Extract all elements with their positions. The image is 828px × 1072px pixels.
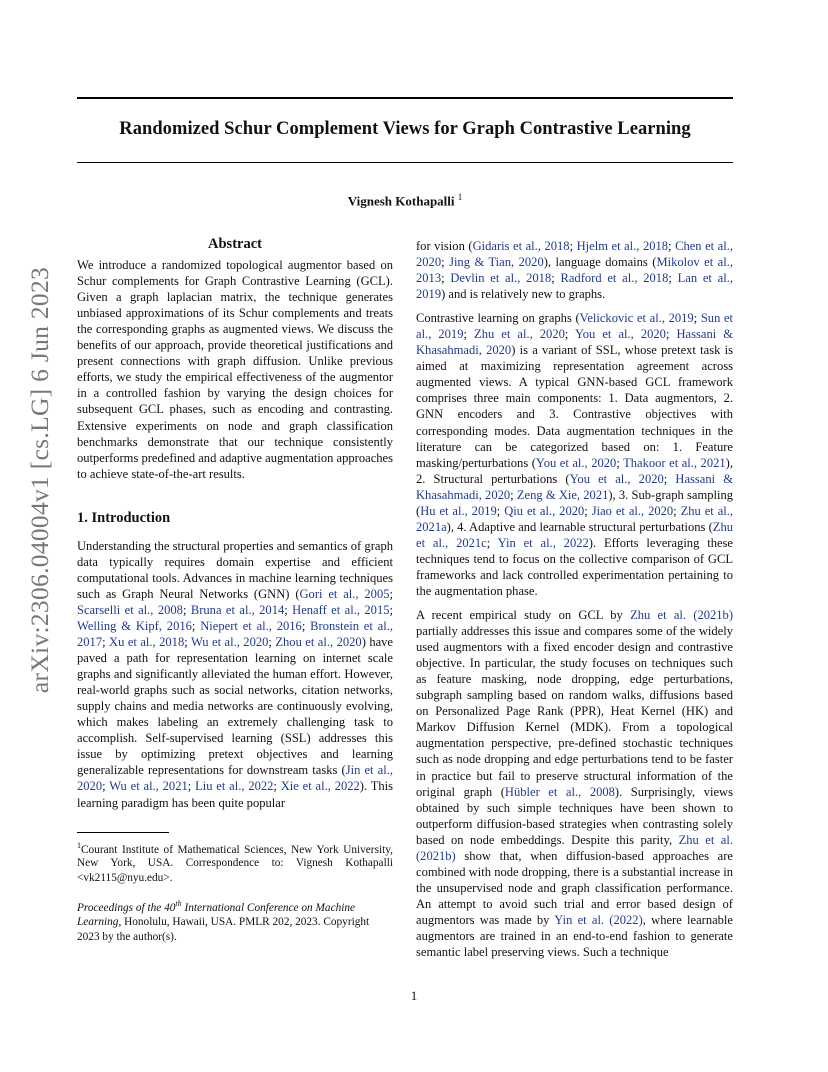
citation-link[interactable]: Chen et al., 2020	[416, 239, 734, 270]
paragraph-text: ;	[663, 471, 676, 486]
citation-link[interactable]: You et al., 2020	[569, 471, 664, 486]
author-affiliation-mark: 1	[457, 192, 463, 202]
proceedings-ordinal: th	[175, 899, 182, 909]
citation-link[interactable]: Velickovic et al., 2019	[579, 311, 694, 326]
citation-link[interactable]: Gidaris et al., 2018	[472, 239, 570, 253]
footnote-rule	[77, 832, 169, 833]
citation-link[interactable]: Scarselli et al., 2008	[77, 602, 183, 617]
proceedings-number: 40	[164, 902, 176, 915]
paragraph-text: ;	[187, 779, 196, 794]
citation-link[interactable]: Wu et al., 2020	[190, 635, 269, 650]
citation-link[interactable]: Bruna et al., 2014	[190, 602, 285, 617]
paragraph-text: ;	[693, 311, 701, 326]
paragraph-text: ). Surprisingly, views obtained by such simple techniques have been shown to outperform diffusion-based strategies when contrasting solely based on node embeddings. Despite this parity,	[416, 784, 733, 847]
paragraph-text: ;	[463, 327, 475, 342]
citation-link[interactable]: Bronstein et al., 2017	[77, 618, 394, 650]
paragraph-text: ;	[273, 779, 281, 794]
paragraph-text: ;	[301, 618, 311, 633]
author-name: Vignesh Kothapalli	[347, 193, 455, 209]
citation-link[interactable]: Zhu et al., 2021c	[416, 519, 733, 550]
paragraph-text: Contrastive learning on graphs (	[416, 311, 580, 326]
right-paragraph-3	[416, 607, 733, 960]
citation-link[interactable]: Wu et al., 2021	[109, 779, 188, 794]
paragraph-text: ), 3. Sub-graph sampling (	[416, 487, 733, 518]
paragraph-text: ;	[182, 602, 191, 617]
paragraph-text: ) have paved a path for representation learning on internet scale graphs and significantly alleviated the human effort. However, real-world graphs such as social networks, citation networks, supply chains and media networks are continuously evolving, which makes labeling an extremely challenging task to accomplish. Self-supervised learning (SSL) addresses this issue by optimizing pretext objectives and learning generalizable representations for downstream tasks (	[77, 635, 394, 778]
paragraph-text: partially addresses this issue and compares some of the widely used augmentors with a fixed encoder design and contrastive objective. In particular, the study focuses on techniques such as feature masking, node dropping, edge perturbations, subgraph sampling based on random walks, diffusions based on Personalized Page Rank (PPR), Heat Kernel (HK) and Markov Diffusion Kernel (MDK). From a topological augmentation perspective, pre-defined stochastic techniques such as node dropping and edge perturbations tend to be faster in practice but fail to preserve structural information of the original graph (	[416, 624, 733, 799]
paragraph-text: ), 4. Adaptive and learnable structural perturbations (	[446, 519, 713, 534]
right-paragraph-2	[416, 310, 733, 599]
paragraph-text: ), language domains (	[543, 255, 657, 270]
paragraph-text: ;	[551, 271, 561, 286]
proceedings-suffix: , Honolulu, Hawaii, USA. PMLR 202, 2023. Copyright 2023 by the author(s).	[77, 916, 370, 943]
paragraph-text: ;	[284, 602, 293, 617]
paragraph-text: ;	[569, 239, 577, 253]
right-column	[416, 238, 733, 960]
abstract-heading: Abstract	[208, 236, 262, 252]
footnote-text: Courant Institute of Mathematical Sciences, New York University, New York, USA. Correspondence to: Vignesh Kothapalli <vk2115@nyu.edu>.	[77, 843, 393, 884]
paper-title: Randomized Schur Complement Views for Graph Contrastive Learning	[119, 119, 691, 139]
paragraph-text: A recent empirical study on GCL by	[416, 608, 631, 623]
paragraph-text: show that, when diffusion-based approaches are combined with node dropping, there is a substantial increase in the unsupervised node and graph classification performance. An attempt to avoid such trial and error based design of augmentors was made by	[416, 848, 733, 927]
citation-link[interactable]: Zhu et al., 2020	[474, 327, 565, 342]
paragraph-text: ;	[668, 271, 678, 286]
arxiv-stamp-text: arXiv:2306.04004v1 [cs.LG] 6 Jun 2023	[25, 266, 54, 694]
citation-link[interactable]: Zhu et al. (2021b)	[630, 608, 733, 623]
paragraph-text: ;	[102, 779, 110, 794]
footnote-mark: 1	[77, 840, 81, 850]
paragraph-text: ;	[486, 535, 498, 550]
paragraph-text: ;	[665, 327, 677, 342]
author-line	[77, 192, 733, 209]
paragraph-text: ), 2. Structural perturbations (	[416, 455, 733, 486]
paragraph-text: ;	[102, 635, 110, 650]
title-bottom-rule	[77, 162, 733, 163]
footnote	[77, 839, 393, 885]
proceedings-prefix: Proceedings of the	[77, 902, 165, 915]
citation-link[interactable]: Radford et al., 2018	[560, 271, 669, 286]
citation-link[interactable]: Niepert et al., 2016	[200, 618, 302, 633]
paragraph-text: Understanding the structural properties and semantics of graph data typically requires domain expertise and efficient computational tools. Advances in machine learning techniques such as Graph Neural Networks (GNN) (	[77, 538, 393, 601]
paragraph-text: ;	[564, 327, 575, 342]
paragraph-text: ;	[673, 503, 681, 518]
paragraph-text: ;	[510, 487, 517, 502]
paragraph-text: ) is a variant of SSL, whose pretext task is aimed at maximizing representation agreement across augmented views. A typical GNN-based GCL framework comprises three main components: 1. Data augmentors, 2. GNN encoders and 3. Contrastive objectives with corresponding modes. Data augmentation techniques in the literature can be categorized based on: 1. Feature masking/perturbations (	[416, 343, 733, 470]
page-number: 1	[410, 988, 418, 1003]
citation-link[interactable]: Jin et al., 2020	[77, 763, 393, 794]
citation-link[interactable]: Hassani & Khasahmadi, 2020	[416, 327, 734, 358]
paragraph-text: ;	[389, 586, 394, 601]
paragraph-text: ;	[184, 635, 191, 650]
citation-link[interactable]: Zhou et al., 2020	[275, 635, 362, 650]
citation-link[interactable]: Hjelm et al., 2018	[576, 239, 669, 253]
paragraph-text: ;	[496, 503, 505, 518]
paragraph-text: ;	[584, 503, 592, 518]
citation-link[interactable]: Hu et al., 2019	[420, 503, 497, 518]
proceedings-conference: International Conference on Machine Learning	[77, 902, 356, 929]
citation-link[interactable]: Jiao et al., 2020	[591, 503, 674, 518]
citation-link[interactable]: You et al., 2020	[574, 327, 666, 342]
citation-link[interactable]: Thakoor et al., 2021	[623, 455, 726, 470]
paragraph-text: ) and is relatively new to graphs.	[441, 287, 606, 302]
left-column	[77, 236, 393, 944]
citation-link[interactable]: Zhu et al., 2021a	[416, 503, 734, 534]
paragraph-text: ;	[389, 602, 393, 617]
paragraph-text: ;	[441, 271, 451, 286]
citation-link[interactable]: Hübler et al., 2008	[504, 784, 615, 799]
citation-link[interactable]: Yin et al., 2022	[497, 535, 589, 550]
section-heading-introduction: 1. Introduction	[77, 509, 171, 526]
proceedings-note	[77, 898, 393, 944]
citation-link[interactable]: Mikolov et al., 2013	[416, 255, 733, 286]
citation-link[interactable]: Zhu et al. (2021b)	[416, 832, 734, 863]
paragraph-text: ;	[668, 239, 676, 253]
citation-link[interactable]: Liu et al., 2022	[195, 779, 274, 794]
paragraph-text: ). This learning paradigm has been quite popular	[77, 779, 394, 810]
paragraph-text: ;	[441, 255, 450, 270]
paragraph-text: ;	[191, 618, 201, 633]
paragraph-text: ). Efforts leveraging these techniques tend to focus on the collective comparison of GCL frameworks and lack controlled experimentation pertaining to the augmentation phase.	[416, 535, 733, 598]
paragraph-text: ;	[268, 635, 276, 650]
citation-link[interactable]: Lan et al., 2019	[416, 271, 733, 302]
citation-link[interactable]: You et al., 2020	[535, 455, 617, 470]
citation-link[interactable]: Hassani & Khasahmadi, 2020	[416, 471, 733, 502]
citation-link[interactable]: Jing & Tian, 2020	[449, 255, 544, 270]
citation-link[interactable]: Qiu et al., 2020	[504, 503, 585, 518]
arxiv-stamp	[4, 266, 76, 694]
intro-paragraph-1	[77, 538, 393, 811]
citation-link[interactable]: Yin et al. (2022)	[554, 912, 643, 927]
citation-link[interactable]: Welling & Kipf, 2016	[77, 618, 192, 633]
citation-link[interactable]: Xu et al., 2018	[109, 635, 185, 650]
citation-link[interactable]: Devlin et al., 2018	[450, 271, 552, 286]
top-rule	[77, 97, 733, 99]
paragraph-text: ;	[616, 455, 624, 470]
citation-link[interactable]: Sun et al., 2019	[416, 311, 734, 342]
citation-link[interactable]: Xie et al., 2022	[280, 779, 360, 794]
citation-link[interactable]: Gori et al., 2005	[299, 586, 390, 601]
right-paragraph-1	[416, 238, 733, 302]
abstract-text: We introduce a randomized topological augmentor based on Schur complements for Graph Contrastive Learning (GCL). Given a graph laplacian matrix, the technique generates unbiased approximations of its Schur complements and treats the corresponding graphs as augmented views. We discuss the benefits of our approach, provide theoretical justifications and present connections with graph diffusion. Unlike previous efforts, we study the empirical effectiveness of the augmentor in a controlled fashion by varying the design choices for subsequent GCL phases, such as encoding and contrasting. Extensive experiments on node and graph classification benchmarks demonstrate that our technique consistently outperforms predefined and adaptive augmentation approaches to achieve state-of-the-art results.	[77, 258, 393, 481]
citation-link[interactable]: Zeng & Xie, 2021	[516, 487, 609, 502]
paragraph-text: , where learnable augmentors are trained in an end-to-end fashion to generate semantic label preserving views. Such a technique	[416, 912, 733, 960]
citation-link[interactable]: Henaff et al., 2015	[292, 602, 390, 617]
paragraph-text: for vision (	[416, 239, 473, 253]
